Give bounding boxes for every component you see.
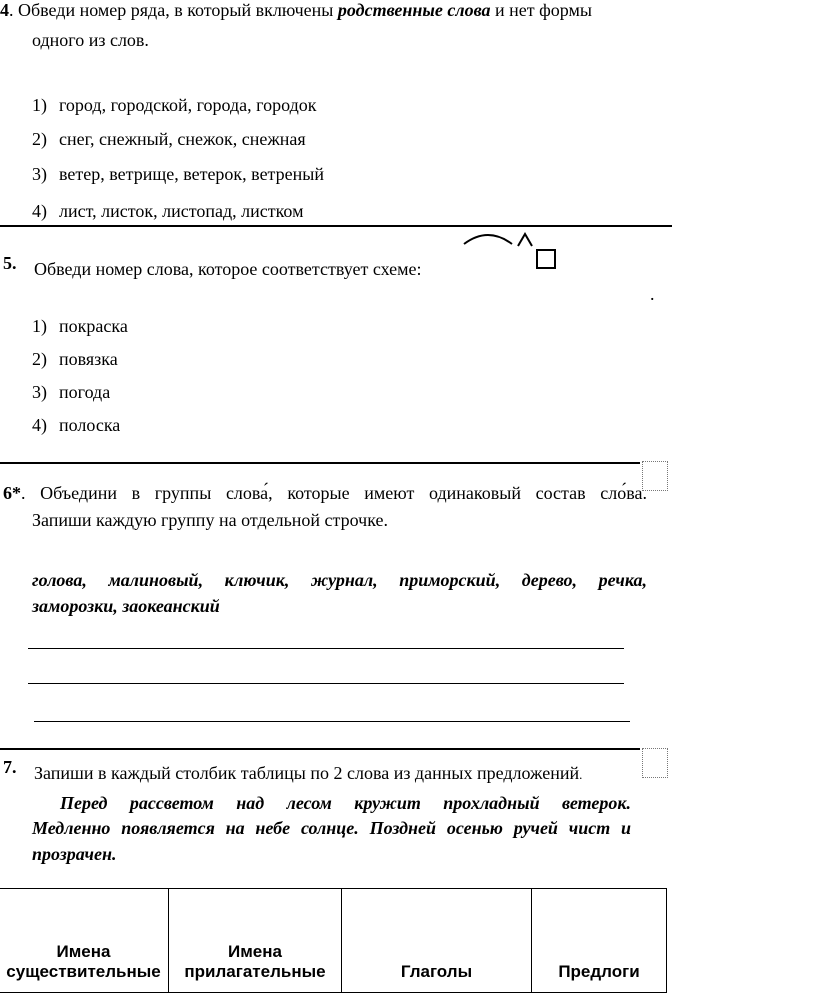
q7-sentence-line2: Медленно появляется на небе солнце. Поздней осенью ручей чист и (32, 818, 631, 838)
q5-option-4[interactable] (32, 415, 120, 436)
q5-option-2[interactable] (32, 349, 118, 370)
q4-line1 (0, 0, 592, 21)
root-arc-icon (464, 235, 512, 244)
option-number: 3) (32, 382, 47, 402)
q5-option-1[interactable] (32, 316, 128, 337)
q5-number-text: 5 (3, 253, 12, 273)
q7-text-main: Запиши в каждый столбик таблицы по 2 слова из данных предложений (34, 763, 580, 783)
suffix-caret-icon (518, 234, 532, 246)
header-line2: Предлоги (558, 962, 640, 981)
morpheme-scheme-icon (460, 230, 560, 275)
q5-number-dot: . (12, 253, 17, 273)
option-text: ветер, ветрище, ветерок, ветреный (59, 164, 324, 184)
q4-option-2[interactable] (32, 129, 306, 150)
header-line1: Имена (56, 942, 111, 961)
option-text: лист, листок, листопад, листком (59, 201, 304, 221)
option-text: полоска (59, 415, 121, 435)
option-number: 3) (32, 164, 47, 184)
separator-line (0, 462, 640, 464)
option-text: город, городской, города, городок (59, 95, 317, 115)
answer-table (0, 888, 667, 993)
q4-text-before: . Обведи номер ряда, в который включены (9, 0, 338, 20)
q6-words-line2: заморозки, заокеанский (32, 596, 220, 616)
q4-line2: одного из слов. (32, 30, 149, 50)
header-line2: существительные (6, 962, 161, 981)
q7-number-dot: . (12, 757, 17, 777)
q4-option-3[interactable] (32, 164, 324, 185)
q7-text (34, 763, 582, 784)
q5-option-3[interactable] (32, 382, 110, 403)
option-number: 2) (32, 349, 47, 369)
answer-line[interactable] (28, 683, 624, 684)
q5-text: Обведи номер слова, которое соответствует схеме: (34, 259, 422, 279)
q4-text-emph: родственные слова (337, 0, 491, 20)
table-header-row (0, 889, 667, 993)
q6-line2: Запиши каждую группу на отдельной строчке. (32, 510, 389, 530)
q7-text-dot: . (579, 767, 583, 782)
q4-number: 4 (0, 0, 9, 20)
q4-text-after: и нет формы (490, 0, 593, 20)
q7-number-text: 7 (3, 757, 12, 777)
q6-line1 (3, 483, 647, 504)
option-text: повязка (59, 349, 118, 369)
option-text: снег, снежный, снежок, снежная (59, 129, 306, 149)
option-text: покраска (59, 316, 128, 336)
q6-words-line1: голова, малиновый, ключик, журнал, приморский, дерево, речка, (32, 570, 647, 590)
table-header-verbs[interactable] (342, 889, 532, 993)
q5-number (3, 253, 17, 274)
table-header-prepositions[interactable] (532, 889, 667, 993)
separator-line (0, 748, 640, 750)
answer-line[interactable] (34, 721, 630, 722)
q7-sentence-line3: прозрачен. (32, 844, 117, 864)
q6-number: 6* (3, 483, 21, 503)
header-line1: Имена (228, 942, 282, 961)
q7-number (3, 757, 17, 778)
header-line2: прилагательные (184, 962, 326, 981)
option-number: 2) (32, 129, 47, 149)
option-text: погода (59, 382, 111, 402)
answer-line[interactable] (28, 648, 624, 649)
ending-box-icon (537, 250, 555, 268)
table-header-nouns[interactable] (0, 889, 169, 993)
option-number: 1) (32, 95, 47, 115)
header-line2: Глаголы (400, 962, 473, 981)
q4-option-4[interactable] (32, 201, 303, 222)
score-box[interactable] (642, 748, 668, 778)
q7-sentence-line1: Перед рассветом над лесом кружит прохладный ветерок. (60, 793, 631, 813)
q6-text-line1: . Объедини в группы слова́, которые имеют одинаковый состав сло́ва. (21, 483, 647, 503)
option-number: 4) (32, 415, 47, 435)
option-number: 4) (32, 201, 47, 221)
option-number: 1) (32, 316, 47, 336)
separator-line (0, 225, 672, 227)
q4-option-1[interactable] (32, 95, 316, 116)
table-header-adjectives[interactable] (169, 889, 342, 993)
q5-trailing-dot: . (650, 284, 655, 304)
